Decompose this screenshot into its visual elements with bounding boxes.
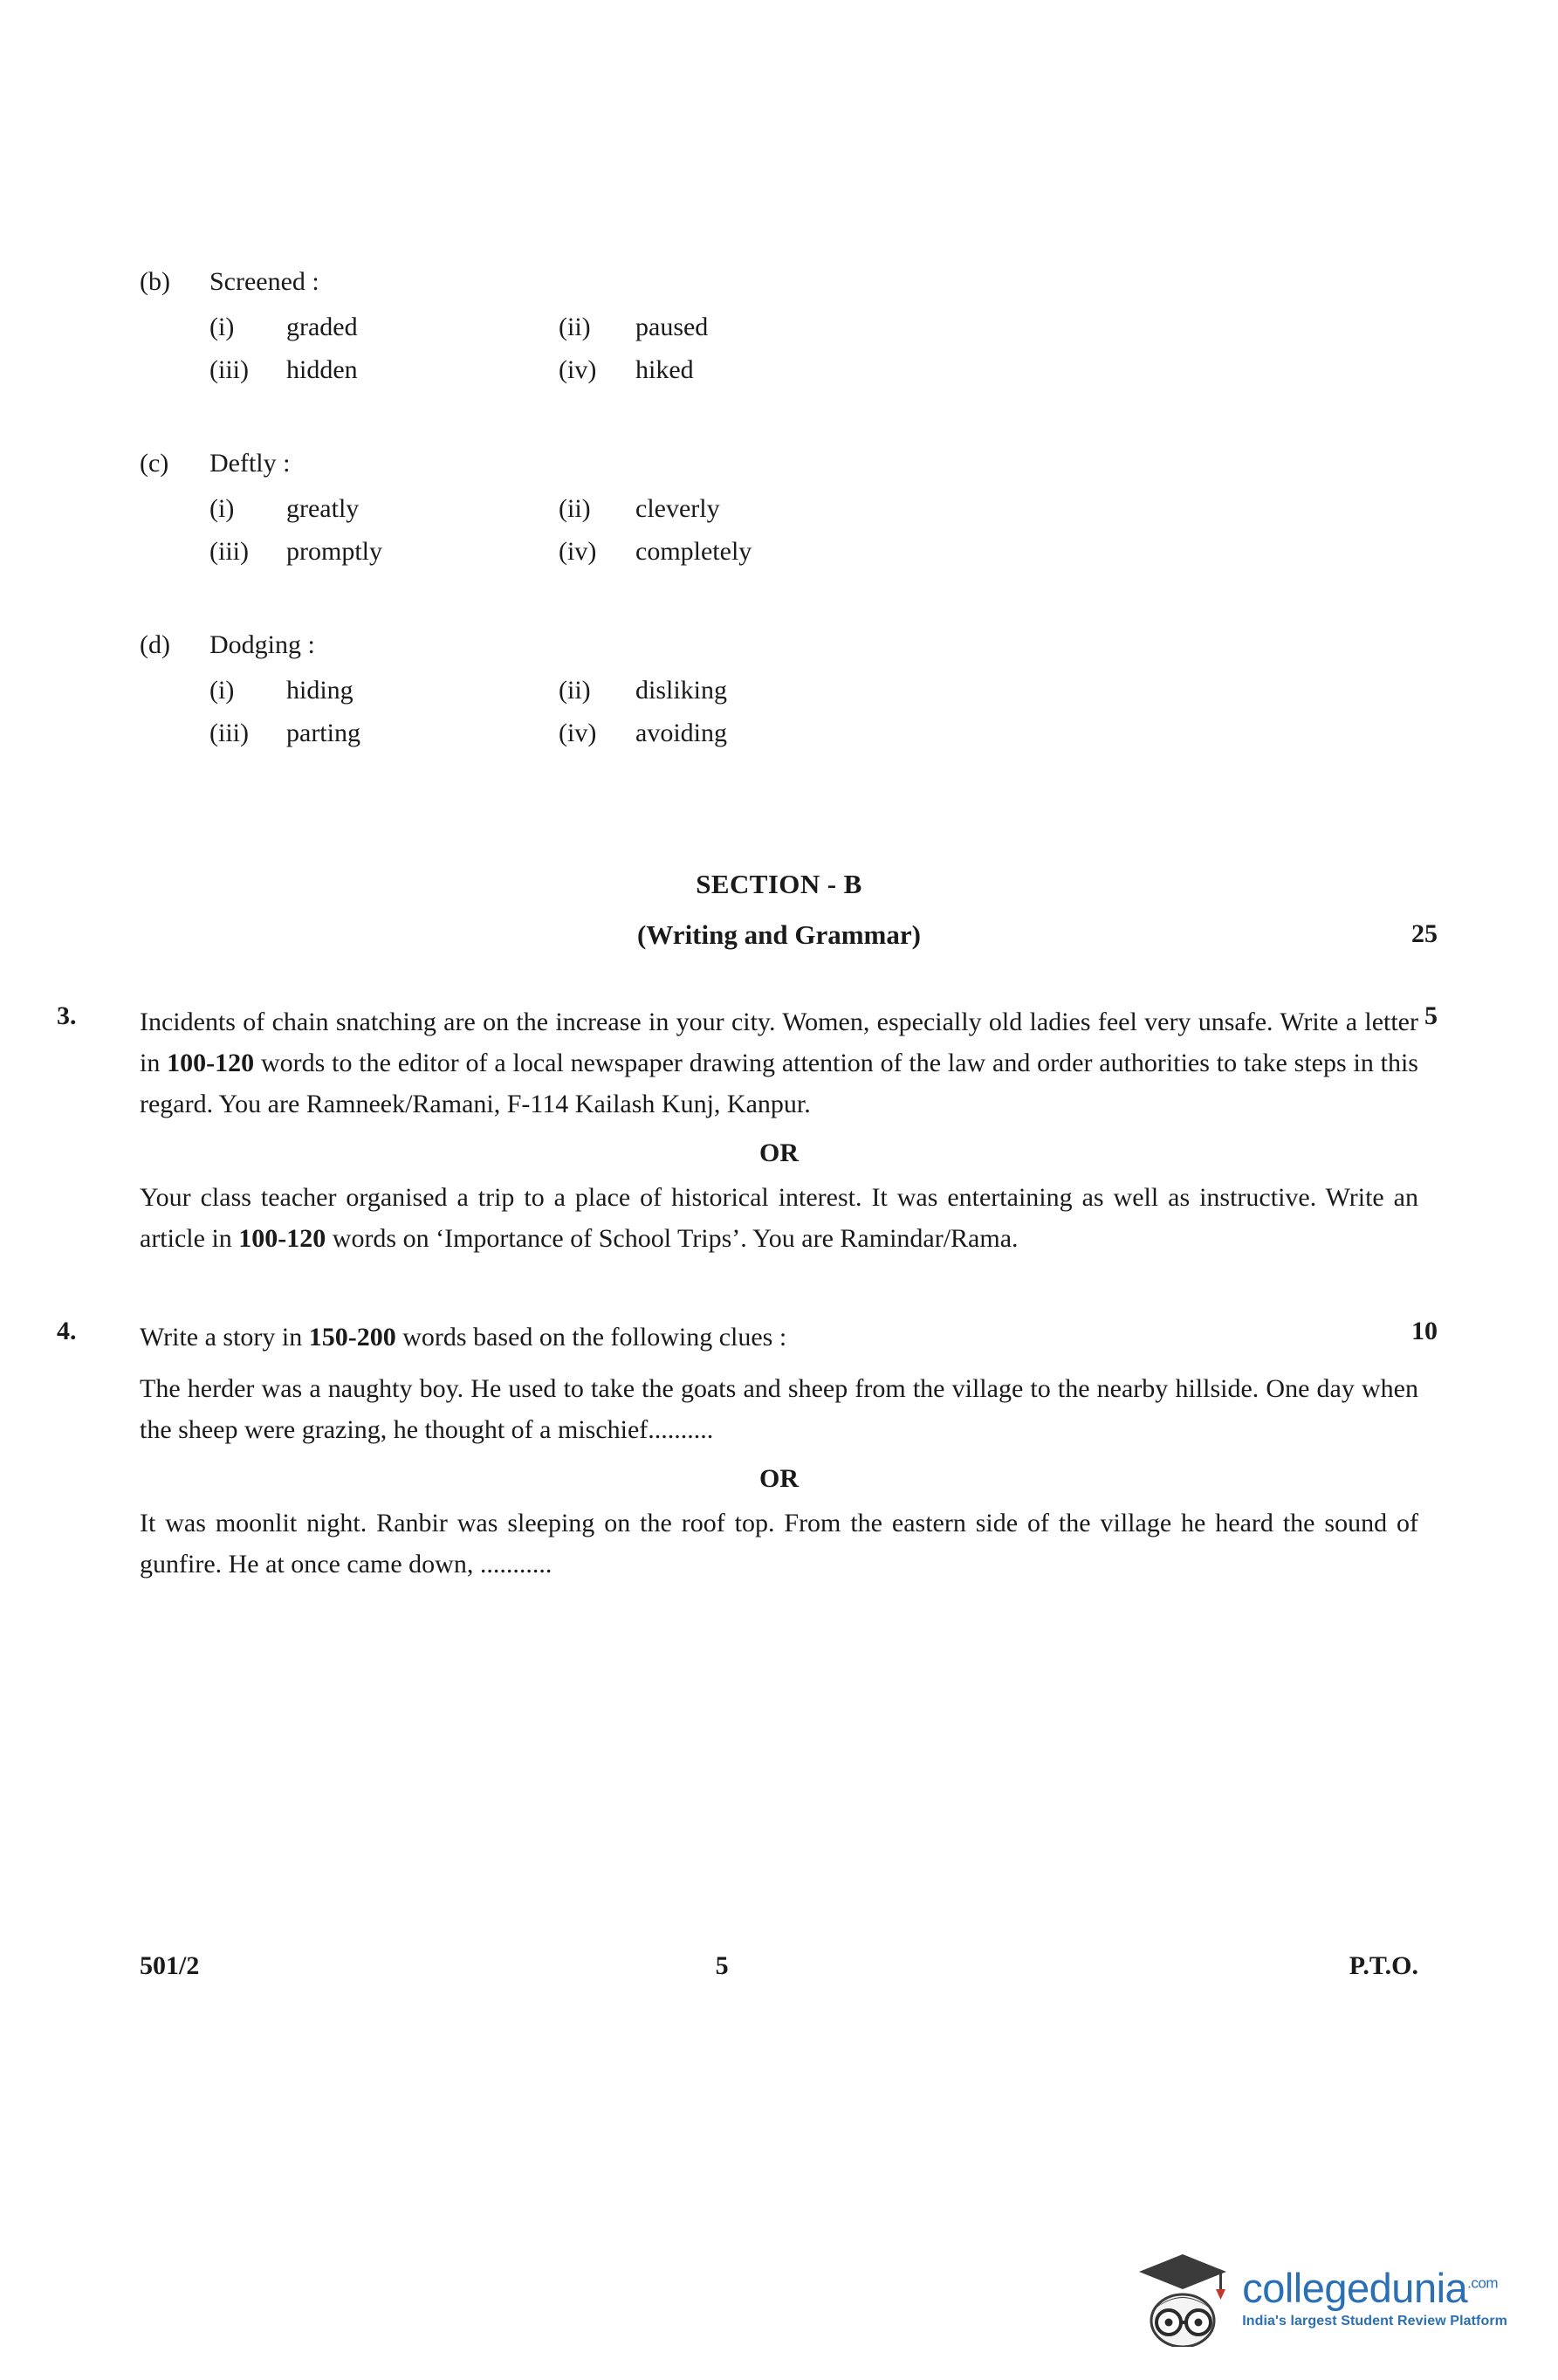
q3-text-part2: words to the editor of a local newspaper drawing attention of the law and order authorities to take steps in this regard. You are Ramneek/Ramani, F-114 Kailash Kunj, Kanpur. (140, 1048, 1418, 1118)
vocab-label: (b) (140, 267, 170, 296)
option-text: avoiding (635, 718, 727, 747)
option-iv[interactable] (559, 349, 694, 392)
page-footer (140, 1951, 1418, 1981)
q3alt-text-part2: words on ‘Importance of School Trips’. You are Ramindar/Rama. (326, 1223, 1019, 1253)
option-text: promptly (286, 536, 382, 566)
question-number: 3. (57, 1001, 77, 1030)
option-row (209, 306, 1418, 349)
mascot-icon (1136, 2249, 1230, 2347)
option-number: (iii) (209, 536, 249, 566)
option-iv[interactable] (559, 531, 752, 574)
option-text: hidden (286, 354, 358, 384)
section-marks: 25 (1411, 918, 1438, 948)
option-number: (iv) (559, 718, 597, 747)
option-text: paused (635, 313, 709, 341)
question-4 (57, 1317, 1438, 1585)
option-iii[interactable] (209, 531, 559, 574)
vocab-options (209, 488, 1418, 573)
option-row (209, 712, 1418, 755)
option-number: (iii) (209, 354, 249, 384)
vocab-word: Dodging : (209, 630, 315, 660)
option-iv[interactable] (559, 712, 727, 755)
q3alt-text-part1: Your class teacher organised a trip to a place of historical interest. It was entertaining as well as instructive. Write an article in (140, 1182, 1418, 1253)
question-3-text (140, 1001, 1418, 1125)
option-number: (ii) (559, 494, 591, 524)
option-text: graded (286, 313, 358, 341)
option-i[interactable] (209, 670, 559, 712)
option-number: (ii) (559, 676, 591, 705)
vocab-header (140, 625, 1418, 664)
option-row (209, 670, 1418, 712)
option-iii[interactable] (209, 349, 559, 392)
q4-text-part2: words based on the following clues : (395, 1323, 787, 1352)
section-subtitle-wrap (140, 918, 1438, 951)
option-number: (i) (209, 313, 235, 341)
vocab-options (209, 670, 1418, 754)
option-i[interactable] (209, 306, 559, 349)
question-number: 4. (57, 1317, 77, 1346)
option-row (209, 531, 1418, 574)
option-number: (i) (209, 494, 235, 524)
option-ii[interactable] (559, 306, 708, 349)
watermark-tagline: India's largest Student Review Platform (1242, 2314, 1507, 2328)
option-text: hiked (635, 354, 694, 384)
question-marks: 5 (1424, 1001, 1438, 1030)
question-marks: 10 (1411, 1317, 1438, 1346)
option-number: (iii) (209, 718, 249, 747)
question-3-or: OR (759, 1138, 799, 1167)
vocab-item-c (140, 444, 1418, 573)
page-content (57, 262, 1438, 1586)
option-number: (i) (209, 676, 235, 705)
question-3 (57, 1001, 1438, 1259)
option-text: completely (635, 536, 752, 566)
section-subtitle: (Writing and Grammar) (637, 918, 921, 950)
option-number: (ii) (559, 313, 591, 341)
watermark-brand-suffix: .com (1467, 2274, 1499, 2292)
question-4-alt-text (140, 1503, 1418, 1585)
q4-wordcount: 150-200 (308, 1323, 396, 1352)
option-text: parting (286, 718, 360, 747)
vocab-header (140, 262, 1418, 301)
q3-text-part1: Incidents of chain snatching are on the increase in your city. Women, especially old ladies feel very unsafe. Write a letter in (140, 1007, 1418, 1077)
question-4-text (140, 1317, 1418, 1358)
vocab-word: Deftly : (209, 449, 291, 478)
question-4-clue: The herder was a naughty boy. He used to take the goats and sheep from the village to the nearby hillside. One day when the sheep were grazing, he thought of a mischief.......... (140, 1374, 1418, 1445)
section-title: SECTION - B (696, 868, 862, 899)
option-row (209, 488, 1418, 531)
spacer (140, 1358, 1418, 1368)
question-4-or: OR (759, 1464, 799, 1494)
paper-code: 501/2 (140, 1951, 200, 1980)
watermark-brand (1242, 2265, 1507, 2311)
option-row (209, 349, 1418, 392)
vocab-label: (c) (140, 449, 169, 478)
q4-text-part1: Write a story in (140, 1323, 309, 1352)
option-text: disliking (635, 676, 728, 705)
option-text: cleverly (635, 494, 720, 524)
option-number: (iv) (559, 354, 597, 384)
option-iii[interactable] (209, 712, 559, 755)
q3-wordcount: 100-120 (167, 1048, 255, 1077)
q3alt-wordcount: 100-120 (238, 1223, 326, 1253)
option-text: hiding (286, 676, 353, 705)
option-text: greatly (286, 494, 360, 524)
vocab-label: (d) (140, 630, 170, 660)
q4alt-text-part1: It was moonlit night. Ranbir was sleeping on the roof top. From the eastern side of the village he heard the sound of gunfire. He at once came down, ........... (140, 1509, 1418, 1579)
vocab-header (140, 444, 1418, 483)
vocab-options (209, 306, 1418, 391)
vocab-word: Screened : (209, 267, 319, 296)
option-ii[interactable] (559, 670, 727, 712)
option-number: (iv) (559, 536, 597, 566)
option-i[interactable] (209, 488, 559, 531)
question-3-alt-text (140, 1177, 1418, 1259)
watermark-brand-name: collegedunia (1242, 2265, 1468, 2311)
option-ii[interactable] (559, 488, 720, 531)
pto-label: P.T.O. (1349, 1951, 1418, 1980)
collegedunia-watermark (1136, 2249, 1507, 2347)
page-number: 5 (715, 1951, 729, 1980)
watermark-text (1242, 2267, 1507, 2328)
vocab-item-d (140, 625, 1418, 754)
vocab-item-b (140, 262, 1418, 391)
